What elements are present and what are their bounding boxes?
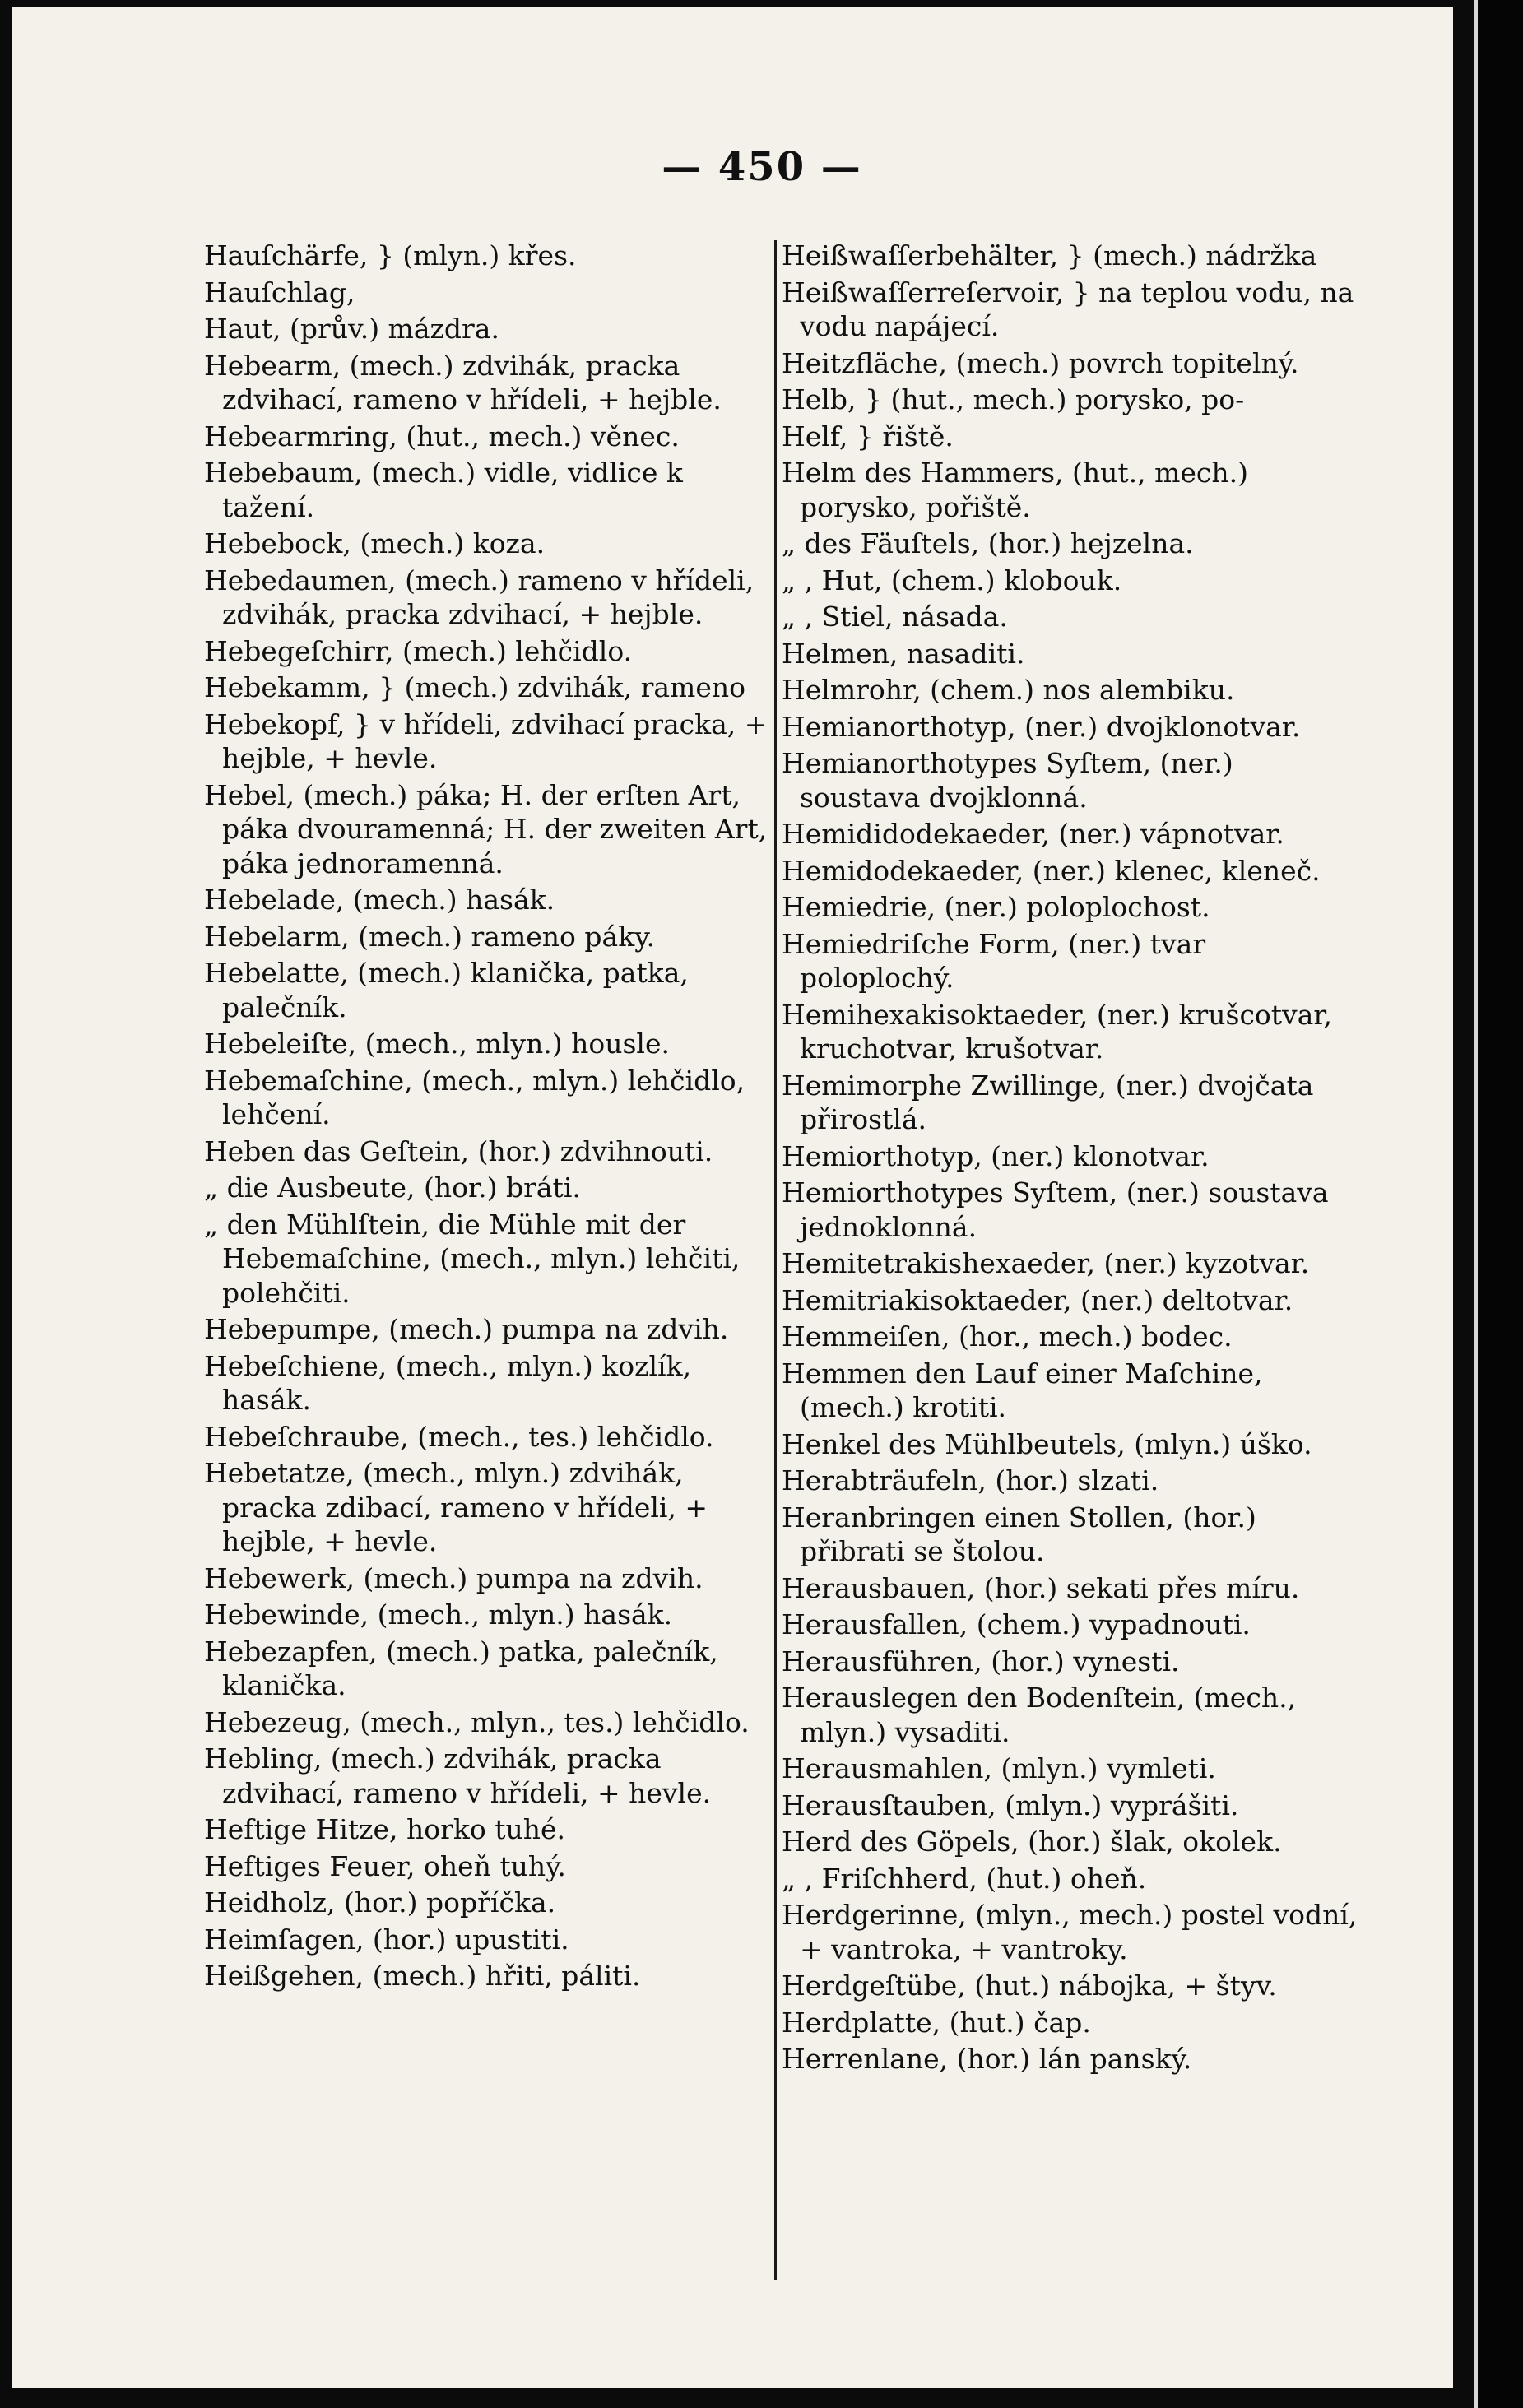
dictionary-entry: Hebeſchiene, (mech., mlyn.) kozlík, hasák. [204,1349,692,1416]
dictionary-entry: Hebelade, (mech.) hasák. [204,884,555,916]
dictionary-entry: Hemitetrakishexaeder, (ner.) kyzotvar. [782,1247,1310,1279]
dictionary-entry: „ die Ausbeute, (hor.) bráti. [204,1172,581,1204]
dictionary-entry: Helm des Hammers, (hut., mech.) porysko, pořiště. [782,457,1249,523]
column-divider [774,240,777,2280]
dictionary-entry: Hebearm, (mech.) zdvihák, pracka zdvihací, rameno v hřídeli, + hejble. [204,349,722,415]
dictionary-entry: Hebeleiſte, (mech., mlyn.) housle. [204,1028,670,1060]
dictionary-entry: Heißgehen, (mech.) hřiti, páliti. [204,1960,641,1992]
dictionary-entry: Hemianorthotypes Syſtem, (ner.) soustava dvojklonná. [782,747,1233,814]
dictionary-entry: Hemiedrie, (ner.) poloplochost. [782,891,1210,923]
dictionary-entry: Heranbringen einen Stollen, (hor.) přibrati se štolou. [782,1501,1256,1567]
dictionary-entry: Heidholz, (hor.) popříčka. [204,1886,556,1919]
dictionary-entry: Hemidodekaeder, (ner.) klenec, kleneč. [782,854,1321,887]
dictionary-entry: Heftige Hitze, horko tuhé. [204,1813,566,1845]
dictionary-entry: Heftiges Feuer, oheň tuhý. [204,1849,566,1882]
dictionary-entry: Hemiedriſche Form, (ner.) tvar poloplochý. [782,927,1206,994]
dictionary-entry: Hebekopf, } v hřídeli, zdvihací pracka, + hejble, + hevle. [204,708,768,774]
dictionary-entry: Hemihexakisoktaeder, (ner.) krušcotvar, kruchotvar, krušotvar. [782,998,1333,1065]
dictionary-entry: Hebelatte, (mech.) klanička, patka, palečník. [204,957,689,1023]
dictionary-entry: Haut, (prův.) mázdra. [204,313,499,345]
dictionary-entry: Hemimorphe Zwillinge, (ner.) dvojčata přirostlá. [782,1069,1314,1135]
dictionary-entry: Hebeſchraube, (mech., tes.) lehčidlo. [204,1420,714,1453]
dictionary-entry: Hebekamm, } (mech.) zdvihák, rameno [204,671,745,703]
dictionary-entry: Hemianorthotyp, (ner.) dvojklonotvar. [782,710,1301,743]
dictionary-entry: Hebewinde, (mech., mlyn.) hasák. [204,1598,673,1631]
dictionary-entry: Hemmen den Lauf einer Maſchine, (mech.) krotiti. [782,1357,1263,1423]
dictionary-entry: Herausfallen, (chem.) vypadnouti. [782,1608,1251,1640]
page-number: — 450 — [662,144,862,190]
dictionary-entry: Hebedaumen, (mech.) rameno v hřídeli, zdvihák, pracka zdvihací, + hejble. [204,564,755,630]
dictionary-entry: Hemitriakisoktaeder, (ner.) deltotvar. [782,1283,1293,1316]
dictionary-entry: Herausführen, (hor.) vynesti. [782,1645,1180,1677]
right-column [782,239,1358,2312]
dictionary-entry: Hebepumpe, (mech.) pumpa na zdvih. [204,1313,729,1345]
dictionary-entry: Hebling, (mech.) zdvihák, pracka zdvihací, rameno v hřídeli, + hevle. [204,1742,712,1809]
dictionary-entry: Herausmahlen, (mlyn.) vymleti. [782,1752,1216,1784]
dictionary-entry: Herdplatte, (hut.) čap. [782,2006,1091,2039]
dictionary-entry: Herausbauen, (hor.) sekati přes míru. [782,1571,1300,1604]
dictionary-entry: Herausſtauben, (mlyn.) vyprášiti. [782,1789,1239,1821]
dictionary-entry: Hebemaſchine, (mech., mlyn.) lehčidlo, lehčení. [204,1064,745,1130]
dictionary-entry: Hebebock, (mech.) koza. [204,527,546,559]
dictionary-entry: „ des Fäuſtels, (hor.) hejzelna. [782,527,1194,559]
dictionary-entry: Heitzfläche, (mech.) povrch topitelný. [782,346,1299,379]
dictionary-entry: „ , Hut, (chem.) klobouk. [782,564,1122,596]
dictionary-entry: Henkel des Mühlbeutels, (mlyn.) úško. [782,1427,1312,1460]
dictionary-entry: „ , Stiel, násada. [782,601,1008,633]
dictionary-entry: Hebetatze, (mech., mlyn.) zdvihák, pracka zdibací, rameno v hřídeli, + hejble, + hevle. [204,1457,708,1557]
dictionary-entry: Herrenlane, (hor.) lán panský. [782,2043,1192,2075]
dictionary-entry: Hebelarm, (mech.) rameno páky. [204,920,655,953]
dictionary-entry: Herd des Göpels, (hor.) šlak, okolek. [782,1826,1282,1858]
dictionary-entry: Helmen, nasaditi. [782,637,1025,670]
dictionary-entry: Hemiorthotypes Syſtem, (ner.) soustava jednoklonná. [782,1176,1329,1243]
dictionary-entry: Hauſchärfe, } (mlyn.) křes. [204,239,577,271]
dictionary-entry: Helmrohr, (chem.) nos alembiku. [782,674,1235,706]
dictionary-entry: Hebebaum, (mech.) vidle, vidlice k tažení. [204,457,683,523]
dictionary-entry: Hemididodekaeder, (ner.) vápnotvar. [782,818,1284,850]
dictionary-entry: Hemiorthotyp, (ner.) klonotvar. [782,1139,1210,1172]
left-column [204,239,772,2312]
dictionary-entry: Herabträufeln, (hor.) slzati. [782,1464,1159,1496]
dictionary-entry: Hebel, (mech.) páka; H. der erſten Art, páka dvouramenná; H. der zweiten Art, páka jednoramenná. [204,778,768,879]
dictionary-entry: Herdgeſtübe, (hut.) nábojka, + štyv. [782,1970,1277,2002]
dictionary-entry: Helf, } řiště. [782,420,954,452]
dictionary-entry: Hebegeſchirr, (mech.) lehčidlo. [204,634,633,667]
dictionary-entry: Hauſchlag, [204,276,355,309]
dictionary-entry: Heben das Geſtein, (hor.) zdvihnouti. [204,1134,713,1167]
dictionary-entry: Heißwaſſerbehälter, } (mech.) nádržka [782,239,1317,271]
dictionary-entry: Hebezapfen, (mech.) patka, palečník, klanička. [204,1635,718,1701]
dictionary-entry: Herauslegen den Bodenſtein, (mech., mlyn.) vysaditi. [782,1682,1297,1748]
dictionary-entry: „ , Friſchherd, (hut.) oheň. [782,1862,1147,1895]
dictionary-entry: Heimſagen, (hor.) upustiti. [204,1923,569,1956]
dictionary-entry: Herdgerinne, (mlyn., mech.) postel vodní, + vantroka, + vantroky. [782,1899,1358,1965]
dictionary-entry: Heißwaſſerreſervoir, } na teplou vodu, na vodu napájecí. [782,276,1354,342]
dictionary-entry: „ den Mühlſtein, die Mühle mit der Hebemaſchine, (mech., mlyn.) lehčiti, polehčiti. [204,1208,741,1309]
scan-edge [1474,0,1523,2408]
dictionary-entry: Hebewerk, (mech.) pumpa na zdvih. [204,1561,703,1594]
dictionary-entry: Hebezeug, (mech., mlyn., tes.) lehčidlo. [204,1705,750,1738]
dictionary-entry: Helb, } (hut., mech.) porysko, po- [782,383,1245,415]
dictionary-entry: Hemmeiſen, (hor., mech.) bodec. [782,1320,1233,1352]
dictionary-entry: Hebearmring, (hut., mech.) věnec. [204,420,680,452]
